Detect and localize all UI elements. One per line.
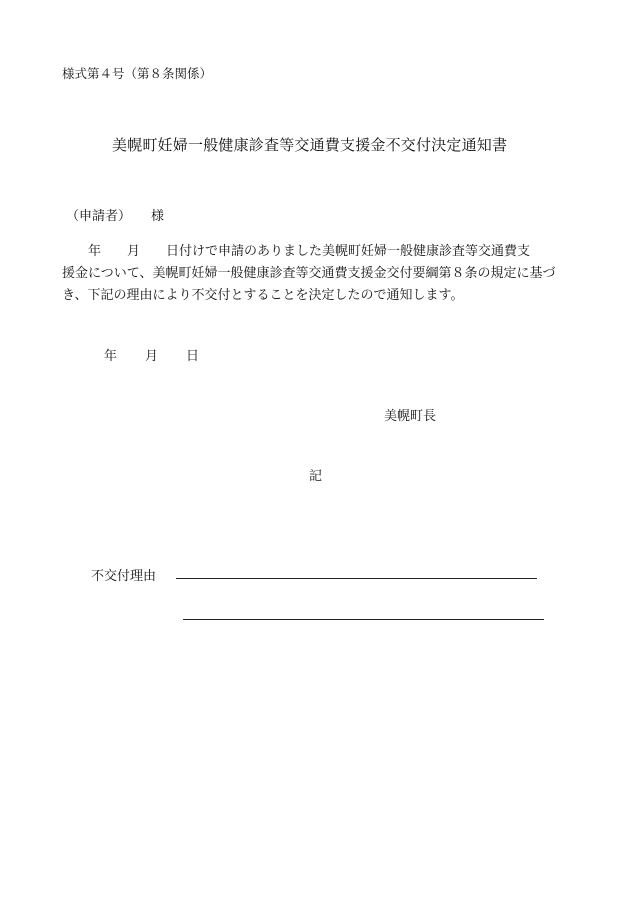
date-year: 年 <box>104 349 118 364</box>
addressee <box>66 205 164 224</box>
reason-line-2 <box>183 619 544 620</box>
date-day: 日 <box>186 349 200 364</box>
reason-label: 不交付理由 <box>91 569 157 584</box>
reason-line-1 <box>176 578 537 579</box>
notice-date <box>104 345 199 364</box>
document-title: 美幌町妊婦一般健康診査等交通費支援金不交付決定通知書 <box>112 136 508 154</box>
body-line-3: き、下記の理由により不交付とすることを決定したので通知します。 <box>62 288 464 303</box>
applicant-placeholder: （申請者） <box>66 209 132 224</box>
notice-body <box>62 241 582 307</box>
issuer: 美幌町長 <box>384 409 437 424</box>
date-month: 月 <box>145 349 159 364</box>
body-line-1: 年 月 日付けで申請のありました美幌町妊婦一般健康診査等交通費支 <box>62 244 531 259</box>
form-number: 様式第４号（第８条関係） <box>62 66 213 81</box>
ki-heading: 記 <box>309 469 323 484</box>
body-line-2: 援金について、美幌町妊婦一般健康診査等交通費支援金交付要綱第８条の規定に基づ <box>62 266 556 281</box>
honorific: 様 <box>151 209 165 224</box>
